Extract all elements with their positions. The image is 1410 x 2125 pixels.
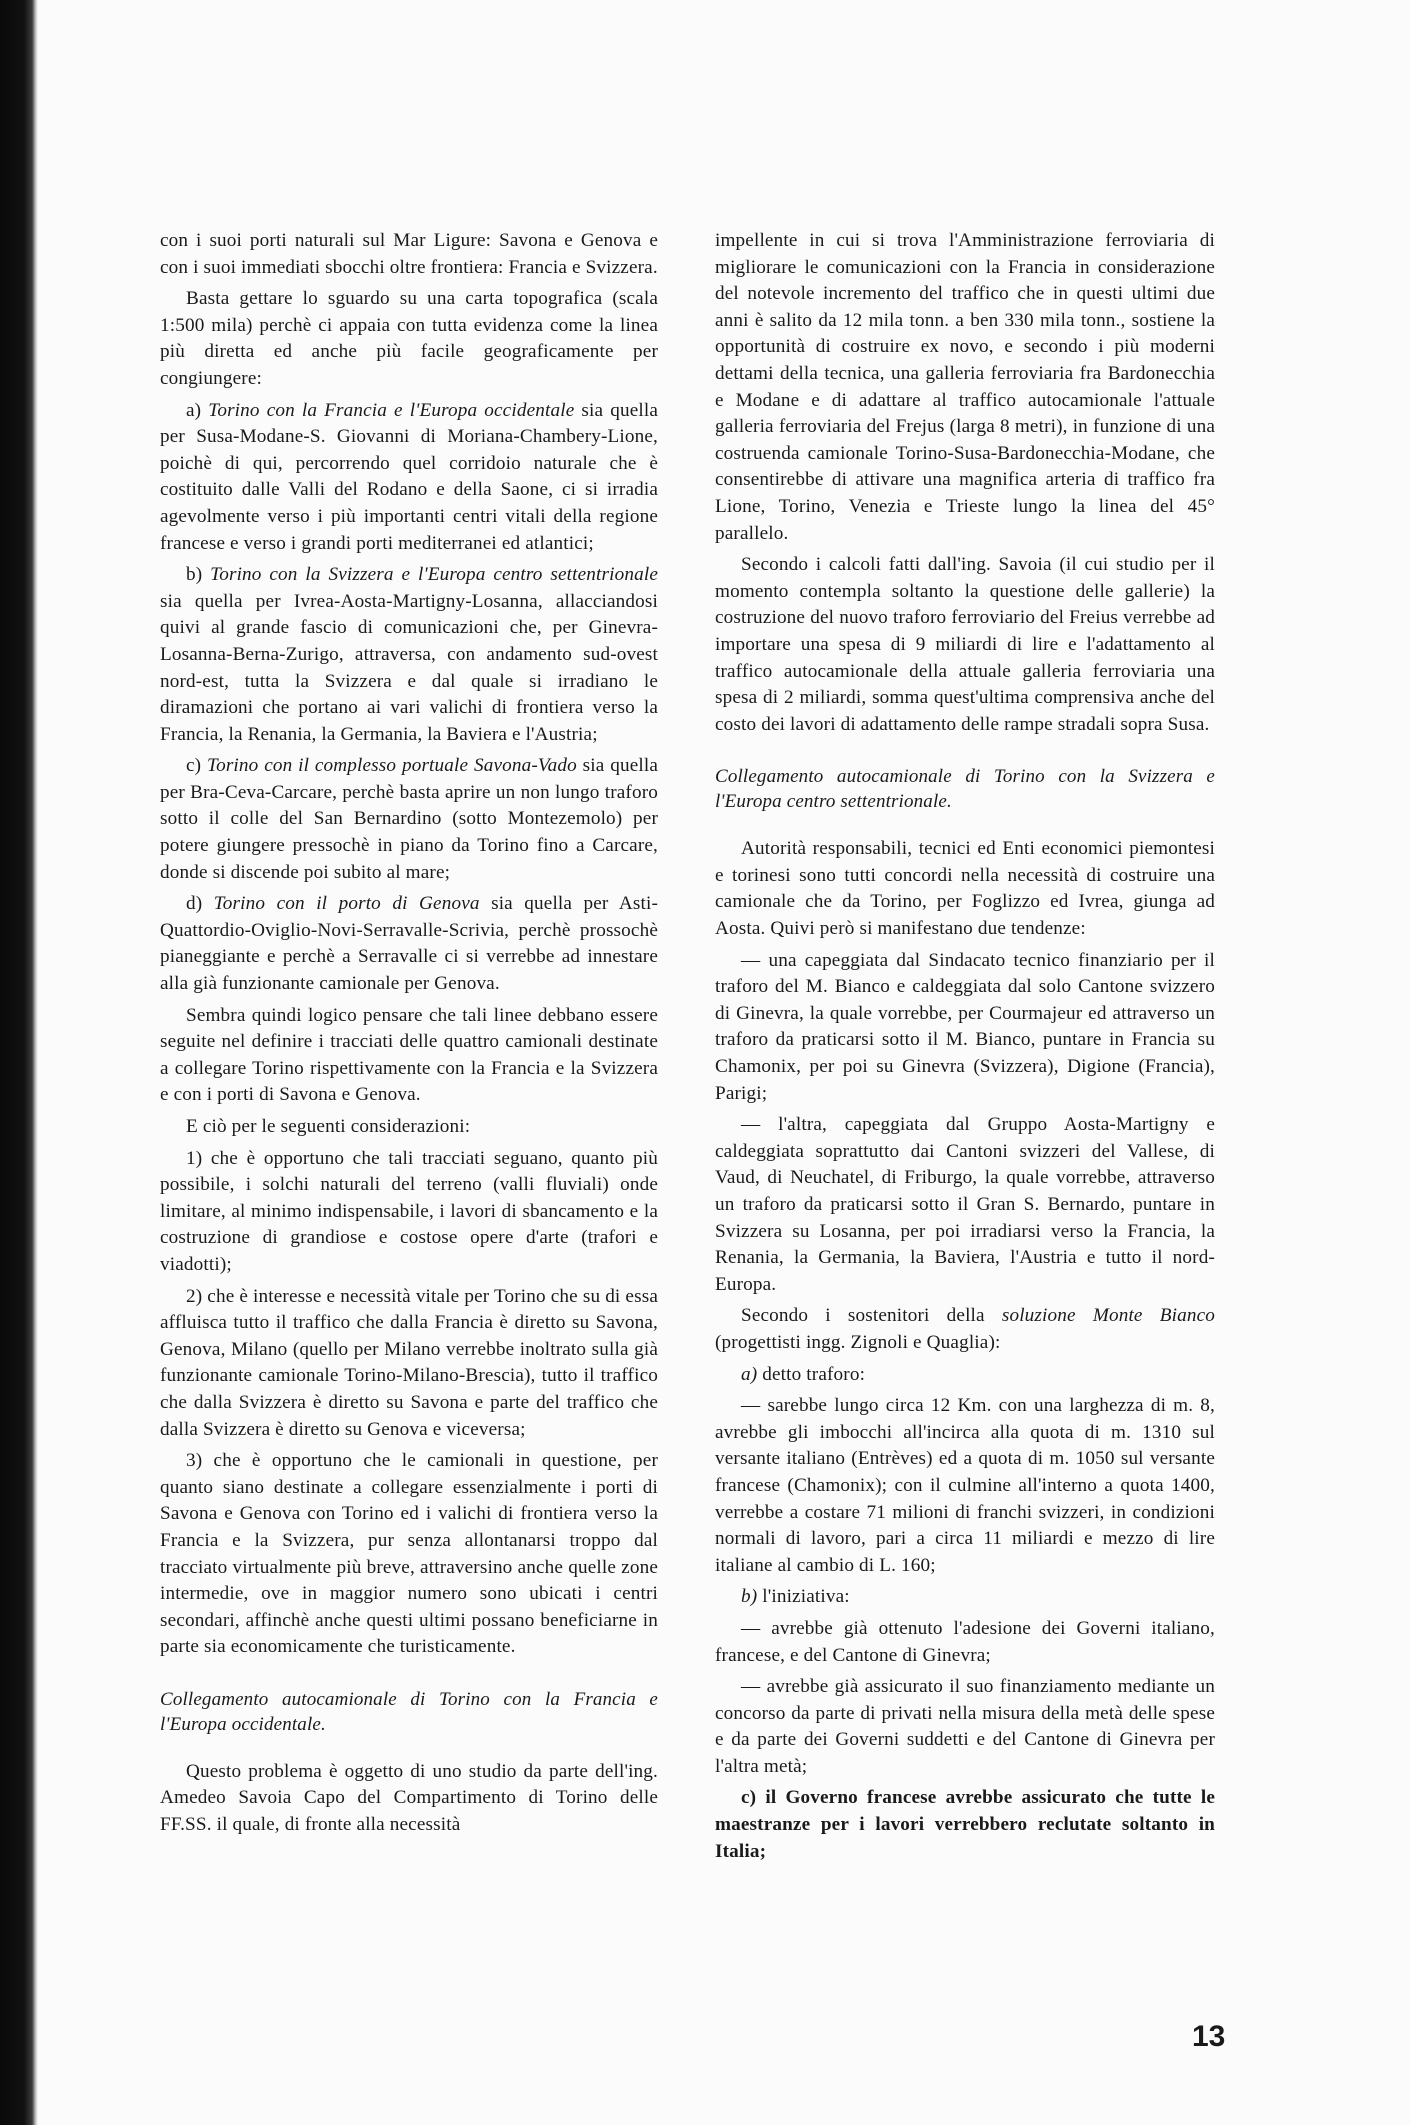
item-label: c): [186, 755, 202, 777]
numbered-item: 3) che è opportuno che le camionali in questione, per quanto siano destinate a collegare essenzialmente i porti di Savona e Genova con Torino ed i valichi di frontiera verso la Francia e la Svizzera, pur senza allontanarsi troppo dal tracciato virtualmente più breve, attraversino anche quelle zone intermedie, ove in maggior numero sono ubicati i centri secondari, affinchè anche questi ultimi possano beneficiarne in parte sia economicamente che turisticamente.: [160, 1450, 658, 1658]
item-title: Torino con il porto di Genova: [213, 893, 480, 915]
section-heading: Collegamento autocamionale di Torino con la Francia e l'Europa occidentale.: [160, 1688, 658, 1735]
scan-binding-shadow: [0, 0, 38, 2125]
item-text: sia quella per Ivrea-Aosta-Martigny-Losanna, allacciandosi quivi al grande fascio di comunicazioni che, per Ginevra-Losanna-Berna-Zurigo, attraversa, con andamento sud-ovest nord-est, tutta la Svizzera e dal quale si irradiano le diramazioni che portano ai vari valichi di frontiera verso la Francia, la Renania, la Germania, la Baviera e l'Austria;: [160, 590, 658, 745]
item-title: detto traforo:: [762, 1363, 866, 1385]
list-item: c) il Governo francese avrebbe assicurato che tutte le maestranze per i lavori verrebbero reclutate soltanto in Italia;: [715, 1787, 1215, 1862]
page-number: 13: [1192, 2020, 1226, 2053]
dash-item: — avrebbe già ottenuto l'adesione dei Governi italiano, francese, e del Cantone di Ginevra;: [715, 1617, 1215, 1666]
dash-item: — una capeggiata dal Sindacato tecnico finanziario per il traforo del M. Bianco e caldeggiata dal solo Cantone svizzero di Ginevra, la quale vorrebbe, per Courmajeur ed attraverso un traforo da praticarsi sotto il M. Bianco, puntare in Francia su Chamonix, per poi su Ginevra (Svizzera), Digione (Francia), Parigi;: [715, 949, 1215, 1104]
numbered-item: 2) che è interesse e necessità vitale per Torino che su di essa affluisca tutto il traffico che dalla Francia è diretto su Savona, Genova, Milano (quello per Milano verrebbe inoltrato sulla già funzionante camionale Torino-Milano-Brescia), tutto il traffico che dalla Svizzera è diretto su Savona e parte del traffico che dalla Svizzera è diretto su Genova e viceversa;: [160, 1285, 658, 1440]
item-label: a): [741, 1363, 758, 1385]
item-label: d): [186, 893, 203, 915]
numbered-item: 1) che è opportuno che tali tracciati seguano, quanto più possibile, i solchi naturali del terreno (valli fluviali) onde limitare, al minimo indispensabile, i lavori di sbancamento e la costruzione di grandiose e costose opere d'arte (trafori e viadotti);: [160, 1147, 658, 1275]
dash-item: — avrebbe già assicurato il suo finanziamento mediante un concorso da parte di privati nella misura della metà delle spese e da parte dei Governi suddetti e del Cantone di Ginevra per l'altra metà;: [715, 1676, 1215, 1777]
item-text: sia quella per Susa-Modane-S. Giovanni di Moriana-Chambery-Lione, poichè di qui, percorrendo quel corridoio naturale che è costituito dalle Valli del Rodano e della Saone, ci si irradia agevolmente verso i più importanti centri vitali della regione francese e verso i grandi porti mediterranei ed atlantici;: [160, 399, 658, 554]
paragraph: E ciò per le seguenti considerazioni:: [186, 1116, 471, 1137]
left-text-column: [160, 228, 658, 1844]
item-label: b): [186, 564, 203, 586]
item-title: Torino con la Francia e l'Europa occidentale: [208, 399, 575, 421]
paragraph: Basta gettare lo sguardo su una carta topografica (scala 1:500 mila) perchè ci appaia con tutta evidenza come la linea più diretta ed anche più facile geograficamente per congiungere:: [160, 288, 658, 389]
list-item: [160, 398, 658, 558]
right-text-column: [715, 228, 1215, 1870]
emphasis: soluzione Monte Bianco: [1001, 1305, 1215, 1327]
item-label: a): [186, 399, 202, 421]
paragraph: [715, 1303, 1215, 1356]
list-item: [715, 1362, 1215, 1389]
item-text: sia quella per Bra-Ceva-Carcare, perchè basta aprire un non lungo traforo sotto il colle del San Bernardino (sotto Montezemolo) per potere giungere pressochè in piano da Torino fino a Carcare, donde si discende poi subito al mare;: [160, 755, 658, 883]
text-run: Secondo i sostenitori della: [741, 1305, 1002, 1327]
dash-item: — l'altra, capeggiata dal Gruppo Aosta-Martigny e caldeggiata soprattutto dai Cantoni svizzeri del Vallese, di Vaud, di Neuchatel, di Friburgo, la quale vorrebbe, attraverso un traforo da praticarsi sotto il Gran S. Bernardo, puntare in Svizzera su Losanna, per poi irradiarsi verso la Francia, la Renania, la Germania, la Baviera, l'Austria e tutto il nord-Europa.: [715, 1114, 1215, 1295]
paragraph: Sembra quindi logico pensare che tali linee debbano essere seguite nel definire i tracciati delle quattro camionali destinate a collegare Torino rispettivamente con la Francia e la Svizzera e con i porti di Savona e Genova.: [160, 1004, 658, 1106]
dash-item: — sarebbe lungo circa 12 Km. con una larghezza di m. 8, avrebbe gli imbocchi all'incirca alla quota di m. 1310 sul versante italiano (Entrèves) ed a quota di m. 1050 sul versante francese (Chamonix); con il culmine all'interno a quota 1400, verrebbe a costare 71 milioni di franchi svizzeri, in condizioni normali di lavoro, pari a circa 11 miliardi e mezzo di lire italiane al cambio di L. 160;: [715, 1395, 1215, 1576]
paragraph: impellente in cui si trova l'Amministrazione ferroviaria di migliorare le comunicazioni con la Francia in considerazione del notevole incremento del traffico che in questi ultimi due anni è salito da 12 mila tonn. a ben 330 mila tonn., sostiene la opportunità di costruire ex novo, e secondo i più moderni dettami della tecnica, una galleria ferroviaria fra Bardonecchia e Modane e di adattare al traffico autocamionale l'attuale galleria ferroviaria del Frejus (larga 8 metri), in funzione di una costruenda camionale Torino-Susa-Bardonecchia-Modane, che consentirebbe di attivare una magnifica arteria di traffico fra Lione, Torino, Venezia e Trieste lungo la linea del 45° parallelo.: [715, 230, 1215, 544]
list-item: [715, 1584, 1215, 1611]
paragraph: Secondo i calcoli fatti dall'ing. Savoia (il cui studio per il momento contempla soltanto la questione delle gallerie) la costruzione del nuovo traforo ferroviario del Freius verrebbe ad importare una spesa di 9 miliardi di lire e l'adattamento al traffico autocamionale della attuale galleria ferroviaria una spesa di 2 miliardi, somma quest'ultima comprensiva anche del costo dei lavori di adattamento delle rampe stradali sopra Susa.: [715, 554, 1215, 735]
item-text: sia quella per Asti-Quattordio-Oviglio-Novi-Serravalle-Scrivia, perchè prossochè pianeggiante e perchè a Serravalle ci si verrebbe ad innestare alla già funzionante camionale per Genova.: [160, 893, 658, 995]
paragraph: con i suoi porti naturali sul Mar Ligure: Savona e Genova e con i suoi immediati sbocchi oltre frontiera: Francia e Svizzera.: [160, 230, 658, 278]
item-title: Torino con la Svizzera e l'Europa centro settentrionale: [210, 564, 659, 586]
paragraph: Autorità responsabili, tecnici ed Enti economici piemontesi e torinesi sono tutti concordi nella necessità di costruire una camionale che da Torino, per Foglizzo ed Ivrea, giunga ad Aosta. Quivi però si manifestano due tendenze:: [715, 838, 1215, 940]
item-label: b): [741, 1586, 758, 1608]
list-item: [160, 562, 658, 748]
paragraph: Questo problema è oggetto di uno studio da parte dell'ing. Amedeo Savoia Capo del Compartimento di Torino delle FF.SS. il quale, di fronte alla necessità: [160, 1760, 658, 1836]
item-title: l'iniziativa:: [762, 1586, 850, 1608]
list-item: [160, 753, 658, 886]
text-run: (progettisti ingg. Zignoli e Quaglia):: [715, 1331, 1001, 1353]
section-heading: Collegamento autocamionale di Torino con la Svizzera e l'Europa centro settentrionale.: [715, 766, 1215, 813]
list-item: [160, 891, 658, 997]
item-title: Torino con il complesso portuale Savona-Vado: [207, 755, 577, 777]
